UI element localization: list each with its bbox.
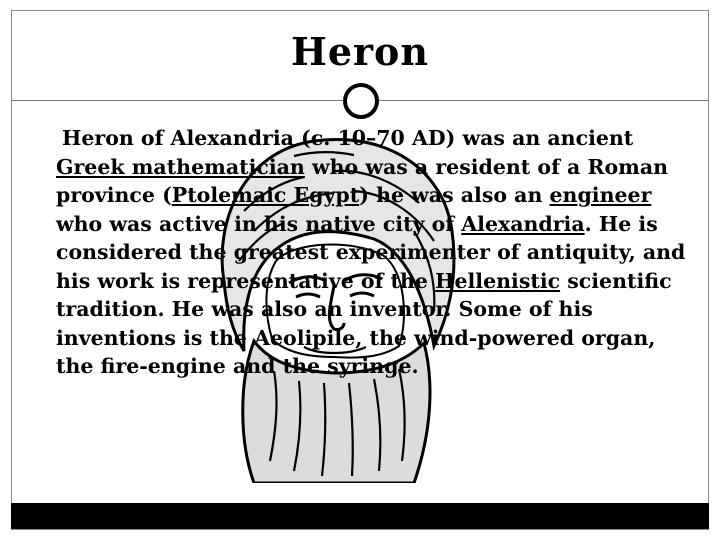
body-seg-6: scientific tradition. He was also an inventor. Some of his inventions is the Aeolipile, the wind-powered organ, the fire-engine and the syringe. [56, 268, 672, 378]
slide-frame [11, 10, 709, 530]
footer-bar [11, 503, 709, 529]
link-engineer[interactable]: engineer [549, 183, 652, 207]
link-alexandria[interactable]: Alexandria [461, 211, 585, 236]
slide-title: Heron [290, 29, 430, 74]
body-seg-3: ) he was also an [359, 183, 550, 207]
link-ptolemaic-egypt[interactable]: Ptolemaic Egypt [171, 183, 360, 207]
link-greek-mathematician[interactable]: Greek mathematician [56, 154, 305, 179]
body-text [56, 124, 696, 381]
body-seg-5: . He is considered the greatest experimenter of antiquity, and his work is representative of the [56, 211, 686, 293]
link-hellenistic[interactable]: Hellenistic [435, 268, 561, 293]
body-seg-2: who was a resident of a Roman province ( [56, 154, 669, 207]
body-seg-4: who was active in his native city of [56, 211, 462, 236]
body-seg-1: Heron of Alexandria (c. 10–70 AD) was an ancient [62, 126, 634, 150]
